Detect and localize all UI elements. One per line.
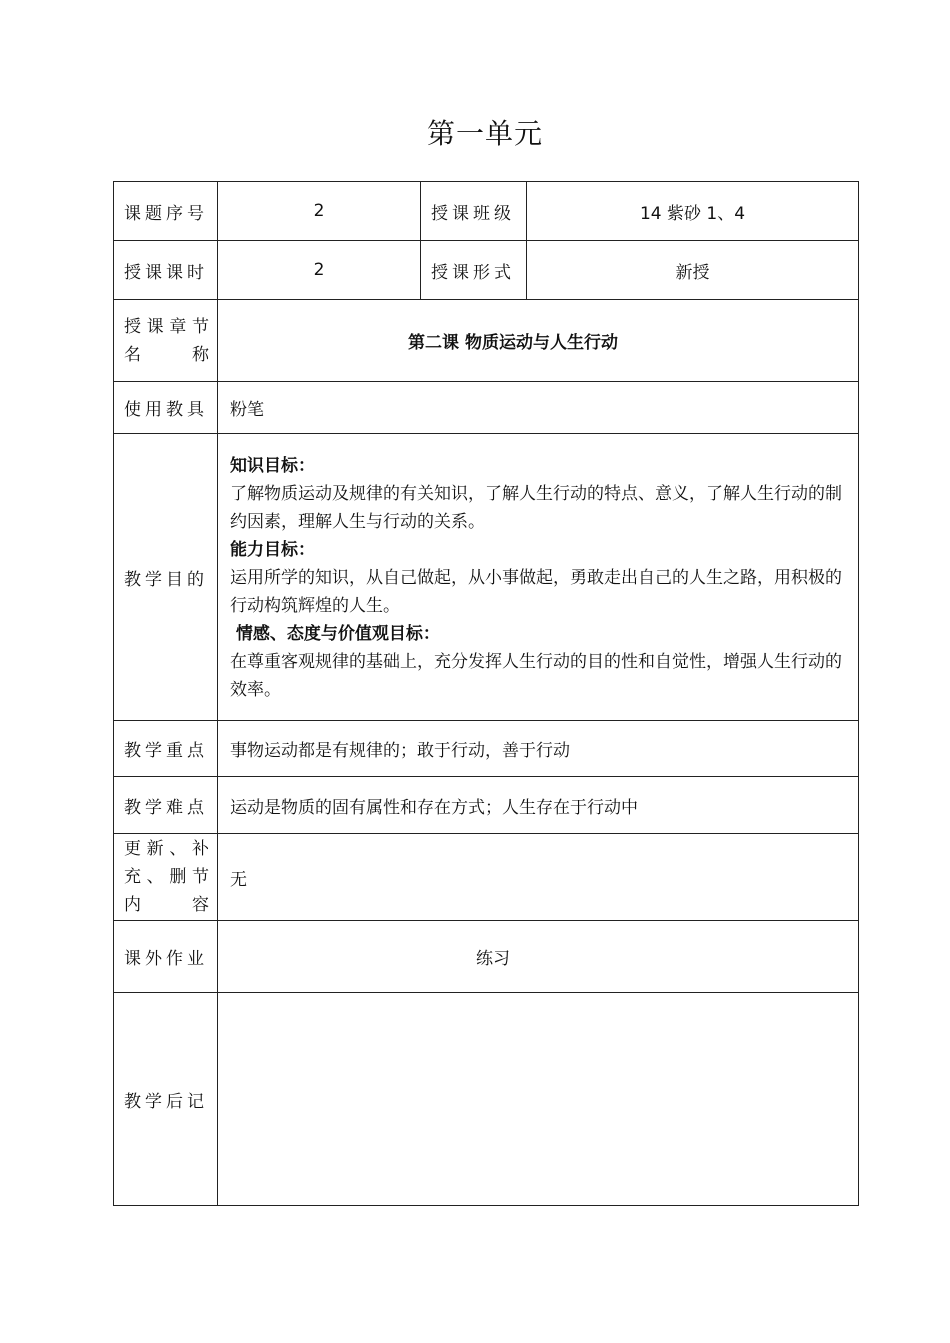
label-chapter-line2: 名 称 [124,344,209,365]
row-hours [114,241,859,300]
row-key-points [114,721,859,777]
value-goals [218,434,859,721]
label-lesson-no: 课题序号 [114,182,218,241]
lesson-plan-table [113,181,859,1206]
value-chapter: 第二课 物质运动与人生行动 [218,300,859,382]
value-hours: 2 [218,241,421,300]
label-updates-line2: 充、删节 [124,867,209,887]
value-lesson-no: 2 [218,182,421,241]
label-hours: 授课课时 [114,241,218,300]
row-tools [114,382,859,434]
label-chapter-line1: 授课章节 [124,316,209,337]
ability-goal-text: 运用所学的知识，从自己做起，从小事做起，勇敢走出自己的人生之路，用积极的行动构筑辉煌的人生。 [230,568,842,616]
row-difficulties [114,777,859,834]
value-key-points: 事物运动都是有规律的；敢于行动，善于行动 [218,721,859,777]
row-lesson-no [114,182,859,241]
value-notes [218,993,859,1206]
row-homework [114,921,859,993]
row-notes [114,993,859,1206]
label-goals: 教学目的 [114,434,218,721]
knowledge-goal-title: 知识目标： [230,456,315,476]
value-homework: 练习 [218,921,859,993]
emotion-goal-title: 情感、态度与价值观目标： [230,624,440,644]
label-key-points: 教学重点 [114,721,218,777]
row-updates [114,834,859,921]
label-tools: 使用教具 [114,382,218,434]
label-form: 授课形式 [421,241,527,300]
value-tools: 粉笔 [218,382,859,434]
label-chapter [114,300,218,382]
value-difficulties: 运动是物质的固有属性和存在方式；人生存在于行动中 [218,777,859,834]
label-homework: 课外作业 [114,921,218,993]
value-updates: 无 [218,834,859,921]
label-notes: 教学后记 [114,993,218,1206]
value-form: 新授 [527,241,859,300]
row-chapter [114,300,859,382]
label-updates [114,834,218,921]
label-updates-line3: 内 容 [124,895,209,915]
row-goals [114,434,859,721]
knowledge-goal-text: 了解物质运动及规律的有关知识，了解人生行动的特点、意义，了解人生行动的制约因素，理解人生与行动的关系。 [230,484,842,532]
ability-goal-title: 能力目标： [230,540,315,560]
value-class: 14 紫砂 1、4 [527,182,859,241]
emotion-goal-text: 在尊重客观规律的基础上，充分发挥人生行动的目的性和自觉性，增强人生行动的效率。 [230,652,842,700]
page-title: 第一单元 [426,117,543,150]
label-difficulties: 教学难点 [114,777,218,834]
label-updates-line1: 更新、补 [124,839,209,859]
label-class: 授课班级 [421,182,527,241]
